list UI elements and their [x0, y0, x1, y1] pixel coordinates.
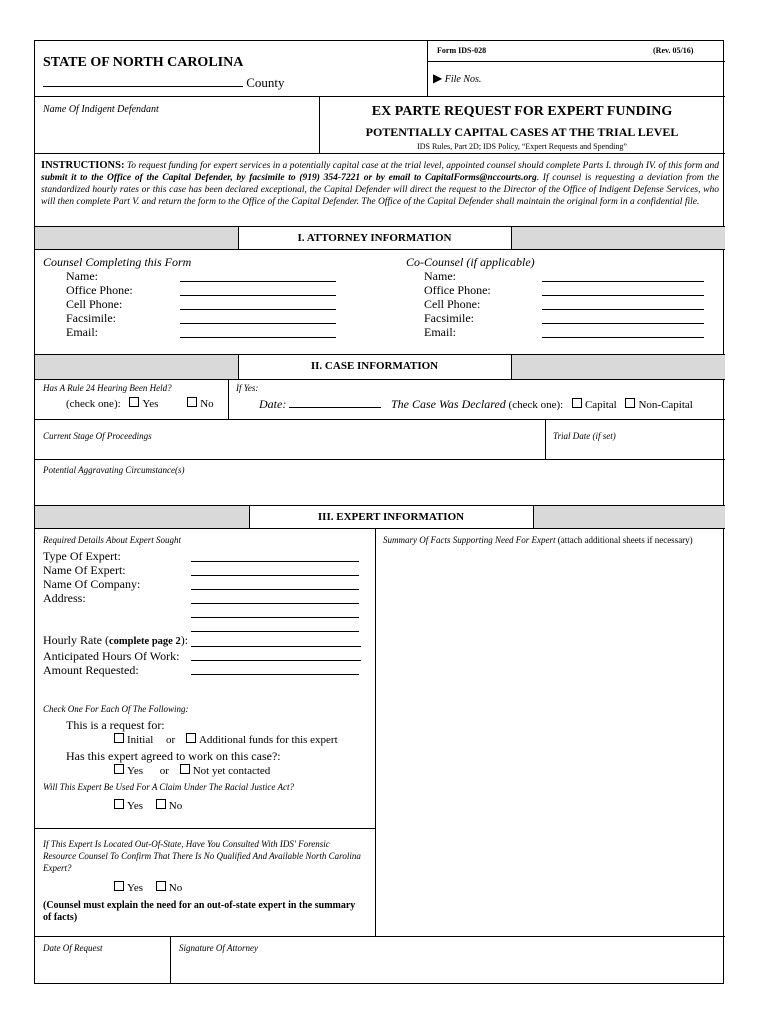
counsel-facsimile-label: Facsimile:	[66, 311, 116, 325]
checkbox-icon[interactable]	[114, 764, 124, 774]
initial-option[interactable]	[114, 734, 153, 746]
agreed-yes-option[interactable]	[114, 765, 143, 777]
out-of-state-label: If This Expert Is Located Out-Of-State, Have You Consulted With IDS' Forensic Resource Counsel To Confirm That There Is No Qualified And Available North Carolina Expert?	[43, 839, 361, 873]
racial-no-label: No	[168, 800, 183, 812]
divider	[35, 379, 725, 380]
cocounsel-name-label: Name:	[424, 269, 456, 283]
counsel-cell-phone-label: Cell Phone:	[66, 297, 123, 311]
section-1-title: I. ATTORNEY INFORMATION	[297, 232, 452, 244]
address-input-2[interactable]	[191, 617, 359, 618]
shade	[35, 355, 238, 379]
divider	[427, 61, 725, 62]
capital-option[interactable]	[572, 399, 617, 411]
signature-label: Signature Of Attorney	[179, 943, 258, 953]
if-yes-label: If Yes:	[236, 383, 259, 393]
oos-no-label: No	[168, 882, 183, 894]
revision: (Rev. 05/16)	[653, 46, 694, 55]
required-details-label: Required Details About Expert Sought	[43, 535, 181, 545]
arrow-right-icon: ▶	[433, 71, 443, 85]
checkbox-icon[interactable]	[180, 764, 190, 774]
rule24-yes-label: Yes	[142, 398, 159, 410]
form-subtitle: POTENTIALLY CAPITAL CASES AT THE TRIAL LEVEL	[365, 125, 679, 139]
checkbox-icon[interactable]	[156, 799, 166, 809]
divider	[511, 354, 512, 379]
additional-label: Additional funds for this expert	[198, 734, 338, 746]
divider	[170, 936, 171, 984]
agreed-label: Has this expert agreed to work on this case?:	[66, 749, 281, 763]
type-of-expert-label: Type Of Expert:	[43, 549, 121, 563]
divider	[35, 249, 725, 250]
instructions-text: To request funding for expert services in a potentially capital case at the trial level, appointed counsel should complete Parts I. through IV. of this form and	[126, 161, 719, 171]
counsel-cell-phone-input[interactable]	[180, 309, 336, 310]
hearing-date-input[interactable]	[289, 397, 381, 408]
state-title: STATE OF NORTH CAROLINA	[43, 55, 244, 70]
cocounsel-office-phone-label: Office Phone:	[424, 283, 491, 297]
counsel-name-label: Name:	[66, 269, 98, 283]
cocounsel-cell-phone-label: Cell Phone:	[424, 297, 481, 311]
checkbox-icon[interactable]	[625, 398, 635, 408]
racial-justice-label: Will This Expert Be Used For A Claim Under The Racial Justice Act?	[43, 782, 294, 792]
aggravating-label: Potential Aggravating Circumstance(s)	[43, 465, 185, 475]
declared-label: The Case Was Declared	[391, 397, 506, 411]
checkbox-icon[interactable]	[114, 733, 124, 743]
file-nos[interactable]	[433, 71, 481, 86]
initial-label: Initial	[127, 734, 154, 746]
amount-requested-label: Amount Requested:	[43, 663, 139, 677]
form-title: EX PARTE REQUEST FOR EXPERT FUNDING	[371, 104, 673, 119]
instructions	[41, 160, 719, 208]
cocounsel-email-label: Email:	[424, 325, 456, 339]
oos-yes-option[interactable]	[114, 882, 143, 894]
expert-funding-form	[34, 40, 724, 984]
check-one-label-2: (check one):	[508, 399, 564, 411]
name-of-expert-label: Name Of Expert:	[43, 563, 126, 577]
shade	[511, 227, 725, 249]
shade	[511, 355, 725, 379]
shade	[35, 506, 249, 528]
divider	[35, 419, 725, 420]
file-nos-label: File Nos.	[444, 74, 482, 85]
section-2-title: II. CASE INFORMATION	[310, 360, 439, 372]
date-label: Date:	[259, 397, 287, 411]
noncapital-label: Non-Capital	[638, 399, 693, 411]
name-of-company-label: Name Of Company:	[43, 577, 141, 591]
rule24-yes-option[interactable]	[129, 398, 158, 410]
or-label-2: or	[159, 765, 169, 777]
not-yet-label: Not yet contacted	[192, 765, 271, 777]
rules-reference: IDS Rules, Part 2D; IDS Policy, “Expert Requests and Spending”	[417, 142, 627, 151]
cocounsel-heading: Co-Counsel (if applicable)	[406, 255, 535, 269]
oos-yes-label: Yes	[127, 882, 144, 894]
summary-label	[383, 534, 703, 546]
shade	[35, 227, 238, 249]
divider	[35, 96, 725, 97]
instructions-label: INSTRUCTIONS:	[41, 160, 125, 171]
rule24-label: Has A Rule 24 Hearing Been Held?	[43, 383, 172, 393]
counsel-email-label: Email:	[66, 325, 98, 339]
check-one-label: (check one):	[66, 398, 121, 410]
stage-label: Current Stage Of Proceedings	[43, 431, 152, 441]
checkbox-icon[interactable]	[572, 398, 582, 408]
racial-yes-option[interactable]	[114, 800, 143, 812]
racial-yes-label: Yes	[127, 800, 144, 812]
cocounsel-facsimile-label: Facsimile:	[424, 311, 474, 325]
checkbox-icon[interactable]	[114, 799, 124, 809]
section-3-title: III. EXPERT INFORMATION	[317, 511, 465, 523]
divider	[35, 459, 725, 460]
divider	[35, 936, 725, 937]
counsel-email-input[interactable]	[180, 337, 336, 338]
divider	[35, 153, 725, 154]
name-of-expert-input[interactable]	[191, 575, 359, 576]
additional-option[interactable]	[186, 734, 338, 746]
hourly-rate-end: ):	[180, 633, 189, 647]
cocounsel-email-input[interactable]	[542, 337, 704, 338]
rule24-no-label: No	[200, 398, 214, 410]
divider	[545, 419, 546, 459]
type-of-expert-input[interactable]	[191, 561, 359, 562]
request-for-label: This is a request for:	[66, 718, 165, 732]
oos-no-option[interactable]	[156, 882, 182, 894]
divider	[375, 528, 376, 936]
check-each-label: Check One For Each Of The Following:	[43, 704, 189, 714]
counsel-office-phone-label: Office Phone:	[66, 283, 133, 297]
amount-requested-input[interactable]	[191, 674, 359, 675]
checkbox-icon[interactable]	[129, 397, 139, 407]
trial-date-label: Trial Date (if set)	[553, 431, 616, 441]
noncapital-option[interactable]	[625, 399, 692, 411]
cocounsel-name-input[interactable]	[542, 281, 704, 282]
counsel-name-input[interactable]	[180, 281, 336, 282]
county-label: County	[246, 75, 285, 90]
instructions-text-2: . If counsel is requesting a deviation from the standardized hourly rates or this case has been declared exceptional, the Capital Defender will direct the request to the Director of the Office of Indigent Defense Services, who will then complete Part V. and return the form to the Office of the Capital Defender. The Office of the Capital Defender shall maintain the original form in a confidential file.	[41, 173, 719, 207]
county-input[interactable]	[43, 75, 243, 87]
counsel-office-phone-input[interactable]	[180, 295, 336, 296]
checkbox-icon[interactable]	[156, 881, 166, 891]
anticipated-hours-input[interactable]	[191, 660, 361, 661]
shade	[533, 506, 725, 528]
racial-no-option[interactable]	[156, 800, 182, 812]
divider	[35, 828, 375, 829]
date-of-request-label: Date Of Request	[43, 943, 103, 953]
summary-note: (attach additional sheets if necessary)	[555, 535, 693, 545]
divider	[35, 528, 725, 529]
request-type-options	[114, 733, 338, 746]
address-label: Address:	[43, 591, 86, 605]
address-input-1[interactable]	[191, 603, 359, 604]
checkbox-icon[interactable]	[114, 881, 124, 891]
form-number: Form IDS-028	[437, 46, 487, 55]
divider	[511, 226, 512, 249]
hourly-rate-text: Hourly Rate (	[43, 633, 109, 647]
counsel-facsimile-input[interactable]	[180, 323, 336, 324]
hourly-rate-bold: complete page 2	[108, 636, 181, 647]
cocounsel-fields	[424, 269, 491, 339]
anticipated-hours-label: Anticipated Hours Of Work:	[43, 649, 180, 663]
instructions-bold: submit it to the Office of the Capital Defender, by facsimile to (919) 354-7221 or by email to CapitalForms@nccourts.org	[41, 173, 537, 183]
hourly-rate-input[interactable]	[191, 646, 361, 647]
capital-label: Capital	[584, 399, 617, 411]
address-input-3[interactable]	[191, 631, 359, 632]
cocounsel-cell-phone-input[interactable]	[542, 309, 704, 310]
cocounsel-office-phone-input[interactable]	[542, 295, 704, 296]
case-declared-row	[391, 397, 693, 412]
defendant-label: Name Of Indigent Defendant	[43, 104, 159, 115]
summary-title: Summary Of Facts Supporting Need For Expert	[383, 535, 556, 545]
counsel-fields	[66, 269, 133, 339]
rate-fields	[43, 633, 188, 677]
out-of-state-explain: (Counsel must explain the need for an out-of-state expert in the summary of facts)	[43, 900, 356, 923]
not-yet-option[interactable]	[180, 765, 271, 777]
divider	[533, 505, 534, 528]
divider	[427, 41, 428, 96]
expert-fields	[43, 549, 140, 605]
or-label: or	[166, 734, 176, 746]
counsel-heading: Counsel Completing this Form	[43, 255, 192, 269]
out-of-state-options	[114, 881, 182, 894]
rule24-options	[66, 397, 214, 410]
cocounsel-facsimile-input[interactable]	[542, 323, 704, 324]
hearing-date-row	[259, 397, 381, 412]
checkbox-icon[interactable]	[186, 733, 196, 743]
agreed-yes-label: Yes	[127, 765, 144, 777]
name-of-company-input[interactable]	[191, 589, 359, 590]
county-line	[43, 75, 285, 91]
divider	[228, 379, 229, 419]
checkbox-icon[interactable]	[187, 397, 197, 407]
hourly-rate-label	[43, 633, 188, 649]
agreed-options	[114, 764, 270, 777]
rule24-no-option[interactable]	[187, 398, 213, 410]
racial-justice-options	[114, 799, 182, 812]
